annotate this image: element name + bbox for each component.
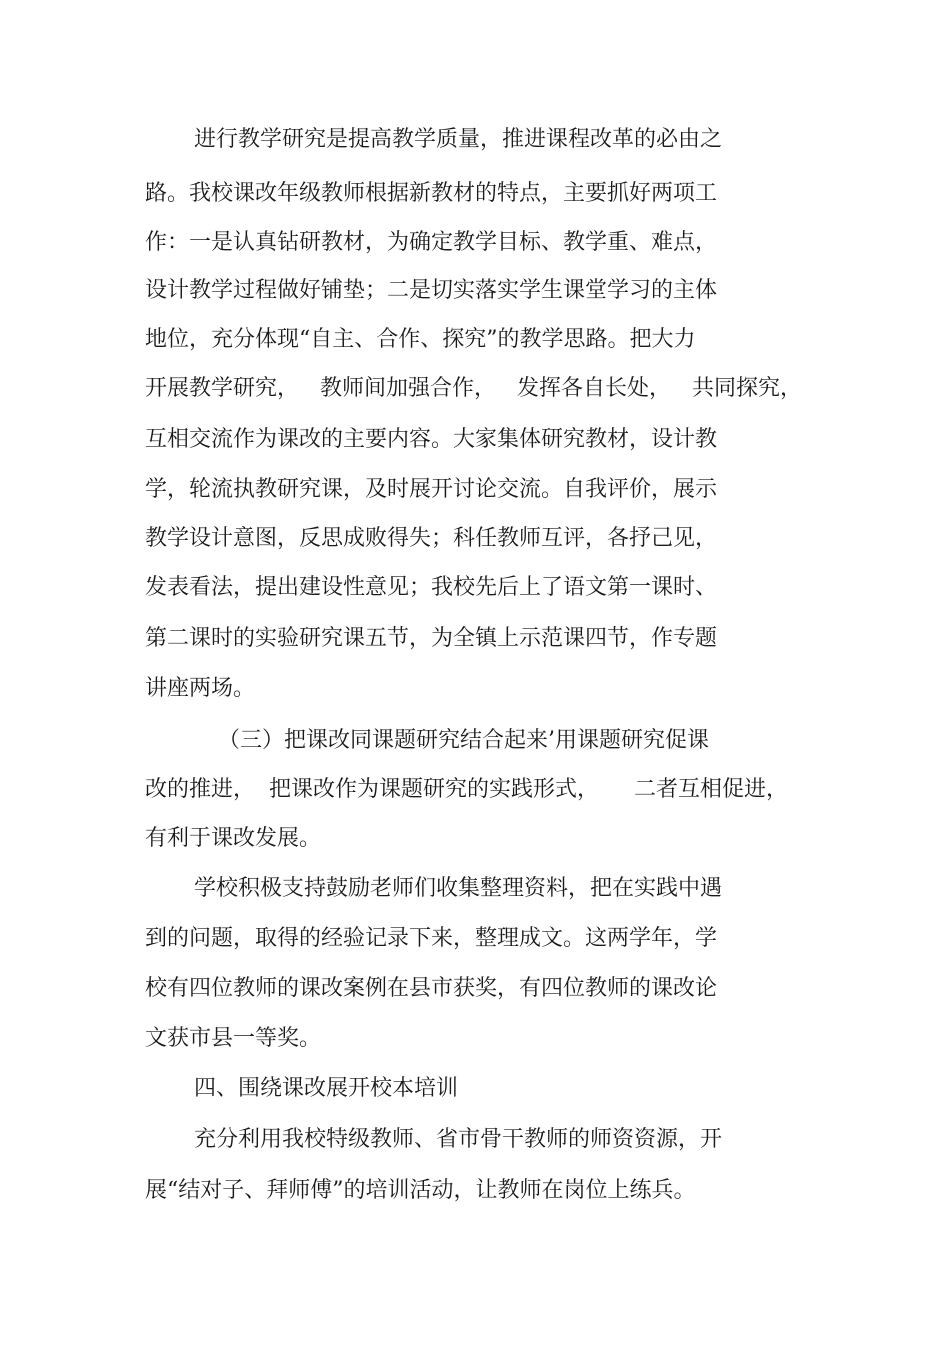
text-line: 进行教学研究是提高教学质量，推进课程改革的必由之 xyxy=(194,127,723,152)
text-line: 学校积极支持鼓励老师们收集整理资料，把在实践中遇 xyxy=(194,876,723,901)
text-line: 校有四位教师的课改案例在县市获奖，有四位教师的课改论 xyxy=(145,976,718,1001)
text-line: 互相交流作为课改的主要内容。大家集体研究教材，设计教 xyxy=(145,427,718,452)
text-line: 路。我校课改年级教师根据新教材的特点，主要抓好两项工 xyxy=(145,181,718,206)
text-line: 教学设计意图，反思成败得失；科任教师互评，各抒己见， xyxy=(145,526,718,551)
text-line: 展“结对子、拜师傅”的培训活动，让教师在岗位上练兵。 xyxy=(145,1178,696,1203)
text-line: 第二课时的实验研究课五节，为全镇上示范课四节，作专题 xyxy=(145,626,718,651)
section-heading: 四、围绕课改展开校本培训 xyxy=(194,1076,459,1101)
section-heading: （三）把课改同课题研究结合起来’用课题研究促课 xyxy=(218,728,709,753)
text-line: 讲座两场。 xyxy=(145,676,256,701)
text-line: 开展教学研究， 教师间加强合作， 发挥各自长处， 共同探究， xyxy=(145,376,802,401)
text-line: 设计教学过程做好铺垫；二是切实落实学生课堂学习的主体 xyxy=(145,278,718,303)
text-line: 地位，充分体现“自主、合作、探究”的教学思路。把大力 xyxy=(145,327,696,352)
text-line: 充分利用我校特级教师、省市骨干教师的师资资源，开 xyxy=(194,1127,723,1152)
text-line: 到的问题，取得的经验记录下来，整理成文。这两学年，学 xyxy=(145,926,718,951)
text-line: 作：一是认真钻研教材，为确定教学目标、教学重、难点， xyxy=(145,230,718,255)
text-line: 文获市县一等奖。 xyxy=(145,1026,322,1051)
text-line: 发表看法，提出建设性意见；我校先后上了语文第一课时、 xyxy=(145,575,718,600)
text-line: 学，轮流执教研究课，及时展开讨论交流。自我评价，展示 xyxy=(145,477,718,502)
text-line: 改的推进， 把课改作为课题研究的实践形式， 二者互相促进， xyxy=(145,777,788,802)
text-line: 有利于课改发展。 xyxy=(145,826,322,851)
